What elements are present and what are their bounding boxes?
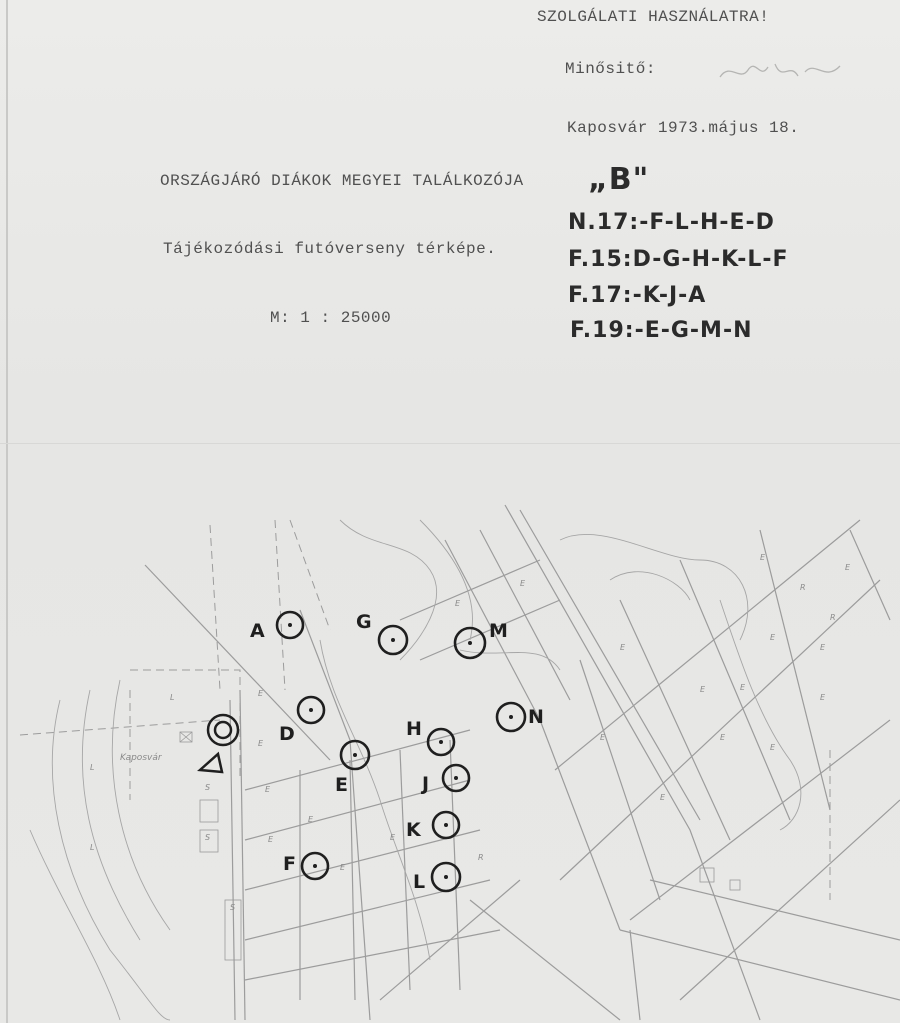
orienteering-map <box>0 490 900 1023</box>
svg-text:E: E <box>770 633 776 642</box>
town-label: Kaposvár <box>120 753 162 763</box>
control-label: H <box>406 718 422 740</box>
svg-text:S: S <box>205 783 211 792</box>
svg-text:E: E <box>340 863 346 872</box>
svg-text:E: E <box>258 739 264 748</box>
control-label: J <box>422 773 430 795</box>
start-marker <box>200 715 238 772</box>
map-dashed-lines <box>20 520 830 900</box>
svg-text:E: E <box>308 815 314 824</box>
svg-text:R: R <box>830 613 836 622</box>
svg-text:L: L <box>90 843 95 852</box>
course-line <box>568 247 789 272</box>
svg-text:R: R <box>478 853 484 862</box>
svg-text:E: E <box>520 579 526 588</box>
control-points <box>277 612 525 891</box>
svg-text:L: L <box>90 763 95 772</box>
svg-text:E: E <box>740 683 746 692</box>
svg-text:R: R <box>800 583 806 592</box>
category-mark: „B" <box>588 162 650 197</box>
svg-text:E: E <box>700 685 706 694</box>
svg-text:S: S <box>205 833 211 842</box>
control-label: E <box>335 774 348 796</box>
course-line <box>568 283 706 308</box>
course-line <box>570 318 753 343</box>
svg-text:E: E <box>268 835 274 844</box>
map-subtitle: Tájékozódási futóverseny térképe. <box>163 240 497 258</box>
qualifier-label: Minősitő: <box>565 60 656 78</box>
svg-text:E: E <box>760 553 766 562</box>
map-scale: M: 1 : 25000 <box>270 309 392 327</box>
svg-text:E: E <box>455 599 461 608</box>
course-line <box>568 210 775 235</box>
control-label: A <box>250 620 265 642</box>
svg-text:E: E <box>258 689 264 698</box>
control-label: K <box>406 819 421 841</box>
course-category: F.19: <box>570 318 635 343</box>
course-category: N.17: <box>568 210 640 235</box>
svg-text:E: E <box>660 793 666 802</box>
svg-text:E: E <box>720 733 726 742</box>
control-label: D <box>279 723 295 745</box>
place-and-date: Kaposvár 1973.május 18. <box>567 119 800 137</box>
svg-text:E: E <box>770 743 776 752</box>
map-contours <box>30 520 801 1020</box>
course-category: F.15: <box>568 247 633 272</box>
svg-text:E: E <box>390 833 396 842</box>
control-label: G <box>356 611 372 633</box>
event-title: ORSZÁGJÁRÓ DIÁKOK MEGYEI TALÁLKOZÓJA <box>160 172 524 190</box>
svg-text:L: L <box>170 693 175 702</box>
svg-text:E: E <box>820 643 826 652</box>
classification-stamp: SZOLGÁLATI HASZNÁLATRA! <box>537 8 770 26</box>
svg-text:E: E <box>600 733 606 742</box>
control-label: M <box>489 620 508 642</box>
control-label: N <box>528 706 544 728</box>
fold-line <box>0 443 900 444</box>
course-route: -F-L-H-E-D <box>639 210 775 235</box>
control-label: F <box>283 853 296 875</box>
svg-text:E: E <box>620 643 626 652</box>
handwritten-signature <box>690 52 860 92</box>
course-route: -E-G-M-N <box>634 318 753 343</box>
course-route: D-G-H-K-L-F <box>632 247 789 272</box>
control-label: L <box>413 871 426 893</box>
course-route: -K-J-A <box>632 283 707 308</box>
svg-text:E: E <box>845 563 851 572</box>
svg-text:E: E <box>265 785 271 794</box>
svg-text:S: S <box>230 903 236 912</box>
svg-text:E: E <box>820 693 826 702</box>
map-area-letters <box>90 553 851 912</box>
course-category: F.17: <box>568 283 633 308</box>
